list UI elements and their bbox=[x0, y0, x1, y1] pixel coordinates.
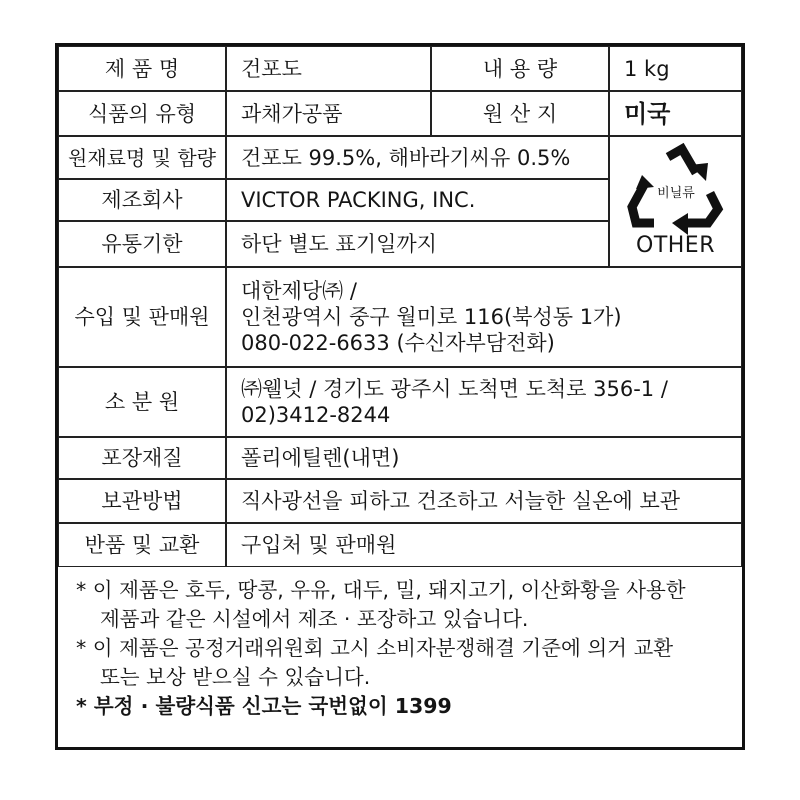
repackager-line: 02)3412-8244 bbox=[241, 403, 391, 427]
notice-line: * 이 제품은 공정거래위원회 고시 소비자분쟁해결 기준에 의거 교환 bbox=[76, 636, 674, 660]
notice-line: 제품과 같은 시설에서 제조 · 포장하고 있습니다. bbox=[100, 607, 529, 631]
label-product-name bbox=[58, 46, 226, 91]
importer-line: 인천광역시 중구 월미로 116(북성동 1가) bbox=[241, 305, 622, 329]
value-returns bbox=[226, 523, 742, 567]
label-storage bbox=[58, 479, 226, 523]
label-returns bbox=[58, 523, 226, 567]
label-packaging bbox=[58, 437, 226, 479]
label-ingredients bbox=[58, 136, 226, 179]
repackager-line: ㈜웰넛 / 경기도 광주시 도척면 도척로 356-1 / bbox=[241, 377, 668, 401]
recycle-inner-text: 비닐류 bbox=[657, 186, 695, 201]
value-text: 폴리에틸렌(내면) bbox=[241, 446, 400, 470]
value-text: VICTOR PACKING, INC. bbox=[241, 188, 476, 212]
label-food-type bbox=[58, 91, 226, 136]
label-origin bbox=[431, 91, 609, 136]
value-storage bbox=[226, 479, 742, 523]
notice-line: 또는 보상 받으실 수 있습니다. bbox=[100, 665, 371, 689]
notice-line: * 이 제품은 호두, 땅콩, 우유, 대두, 밀, 돼지고기, 이산화황을 사용한 bbox=[76, 578, 686, 602]
value-expiry bbox=[226, 221, 609, 267]
value-ingredients bbox=[226, 136, 609, 179]
recycle-mark bbox=[609, 136, 742, 267]
value-origin bbox=[609, 91, 742, 136]
label-text: 제 품 명 bbox=[104, 56, 180, 81]
label-text: 보관방법 bbox=[101, 489, 183, 513]
label-text: 유통기한 bbox=[101, 232, 183, 256]
value-text: 구입처 및 판매원 bbox=[241, 533, 397, 557]
value-text: 미국 bbox=[624, 99, 671, 128]
label-content bbox=[431, 46, 609, 91]
notice-section bbox=[58, 564, 742, 721]
value-packaging bbox=[226, 437, 742, 479]
label-text: 식품의 유형 bbox=[87, 101, 197, 126]
value-manufacturer bbox=[226, 179, 609, 221]
label-importer bbox=[58, 267, 226, 367]
value-text: 과채가공품 bbox=[241, 101, 343, 126]
value-text: 직사광선을 피하고 건조하고 서늘한 실온에 보관 bbox=[241, 489, 681, 513]
value-content bbox=[609, 46, 742, 91]
label-manufacturer bbox=[58, 179, 226, 221]
notice-line: * 부정 · 불량식품 신고는 국번없이 1399 bbox=[76, 694, 452, 718]
label-text: 내 용 량 bbox=[482, 56, 558, 81]
value-repackager bbox=[226, 367, 742, 437]
importer-line: 080-022-6633 (수신자부담전화) bbox=[241, 331, 555, 355]
label-text: 원 산 지 bbox=[482, 101, 558, 126]
label-repackager bbox=[58, 367, 226, 437]
value-text: 1 kg bbox=[624, 56, 670, 81]
value-importer bbox=[226, 267, 742, 367]
label-text: 수입 및 판매원 bbox=[74, 305, 210, 329]
label-expiry bbox=[58, 221, 226, 267]
value-text: 하단 별도 표기일까지 bbox=[241, 232, 437, 256]
label-text: 포장재질 bbox=[101, 446, 183, 470]
label-text: 원재료명 및 함량 bbox=[68, 145, 216, 170]
value-food-type bbox=[226, 91, 431, 136]
recycle-caption: OTHER bbox=[636, 233, 715, 258]
label-text: 반품 및 교환 bbox=[84, 533, 200, 557]
value-text: 건포도 99.5%, 해바라기씨유 0.5% bbox=[241, 145, 571, 170]
value-text: 건포도 bbox=[241, 56, 302, 81]
nutrition-label-sheet bbox=[55, 43, 745, 750]
importer-line: 대한제당㈜ / bbox=[241, 279, 357, 303]
label-text: 소 분 원 bbox=[104, 390, 180, 414]
value-product-name bbox=[226, 46, 431, 91]
label-text: 제조회사 bbox=[101, 188, 183, 212]
